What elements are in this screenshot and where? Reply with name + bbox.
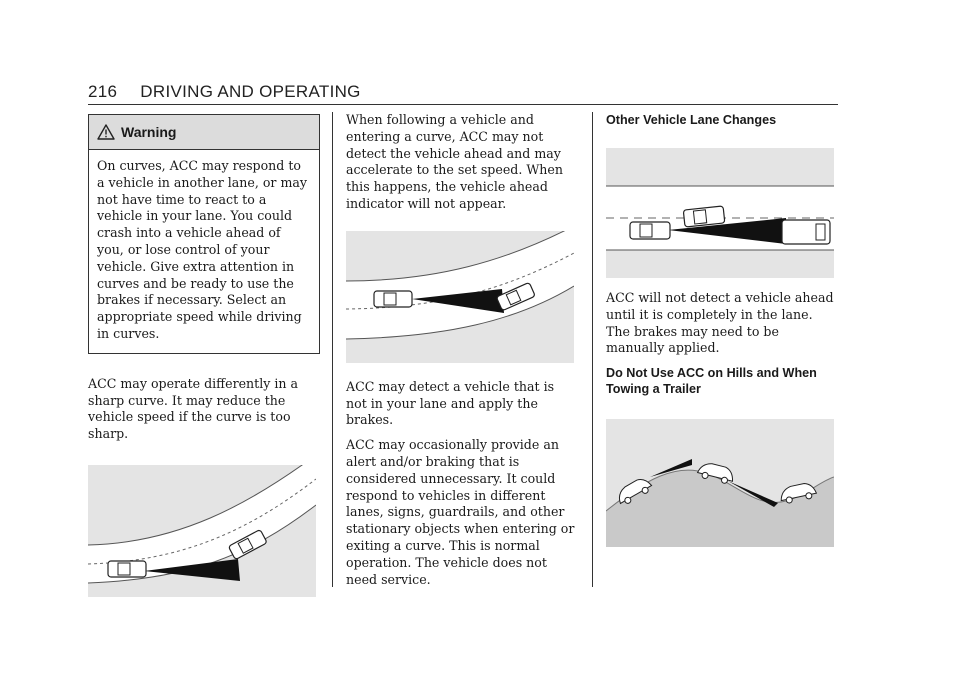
column-1 (88, 112, 320, 597)
own-vehicle-icon (108, 561, 146, 577)
col2-paragraph-2: ACC may detect a vehicle that is not in your lane and apply the brakes. (346, 378, 555, 428)
warning-body (89, 150, 319, 353)
warning-box (88, 114, 320, 354)
column-divider-2 (592, 112, 593, 587)
warning-triangle-icon (97, 124, 115, 140)
lead-vehicle-icon (782, 220, 830, 244)
heading-hills-trailer: Do Not Use ACC on Hills and When Towing a Trailer (606, 366, 817, 397)
column-2 (346, 112, 578, 588)
warning-text: On curves, ACC may respond to a vehicle in another lane, or may not have time to react to a vehicle in your lane. You could crash into a vehicle ahead of you, or lose control of your vehicle. Give extra attention in curves and be ready to use the brakes if necessary. Select an appropriate speed while driving in curves. (97, 158, 308, 341)
warning-title: Warning (121, 124, 177, 140)
figure-curve-other-lane (346, 231, 574, 363)
own-vehicle-icon (630, 222, 670, 239)
page-number: 216 (88, 82, 118, 101)
figure-hills (606, 419, 834, 547)
col3-paragraph-1: ACC will not detect a vehicle ahead until it is completely in the lane. The brakes may need to be manually applied. (606, 290, 834, 356)
column-divider-1 (332, 112, 333, 587)
figure-sharp-curve (88, 465, 316, 597)
column-3 (606, 112, 838, 547)
page-header (88, 82, 838, 102)
header-rule (88, 104, 838, 105)
section-title: DRIVING AND OPERATING (140, 82, 361, 101)
merging-vehicle-icon (683, 206, 725, 227)
col1-paragraph-1: ACC may operate differently in a sharp curve. It may reduce the vehicle speed if the curve is too sharp. (88, 375, 299, 442)
col2-paragraph-3: ACC may occasionally provide an alert and/or braking that is considered unnecessary. It could respond to vehicles in different lanes, signs, guardrails, and other stationary objects when entering or exiting a curve. This is normal operation. The vehicle does not need service. (346, 437, 575, 587)
own-vehicle-icon (374, 291, 412, 307)
figure-lane-change (606, 148, 834, 278)
heading-other-vehicle-lane-changes: Other Vehicle Lane Changes (606, 113, 777, 127)
warning-header (89, 115, 319, 150)
col2-paragraph-1: When following a vehicle and entering a curve, ACC may not detect the vehicle ahead and may accelerate to the set speed. When this happens, the vehicle ahead indicator will not appear. (346, 112, 563, 211)
